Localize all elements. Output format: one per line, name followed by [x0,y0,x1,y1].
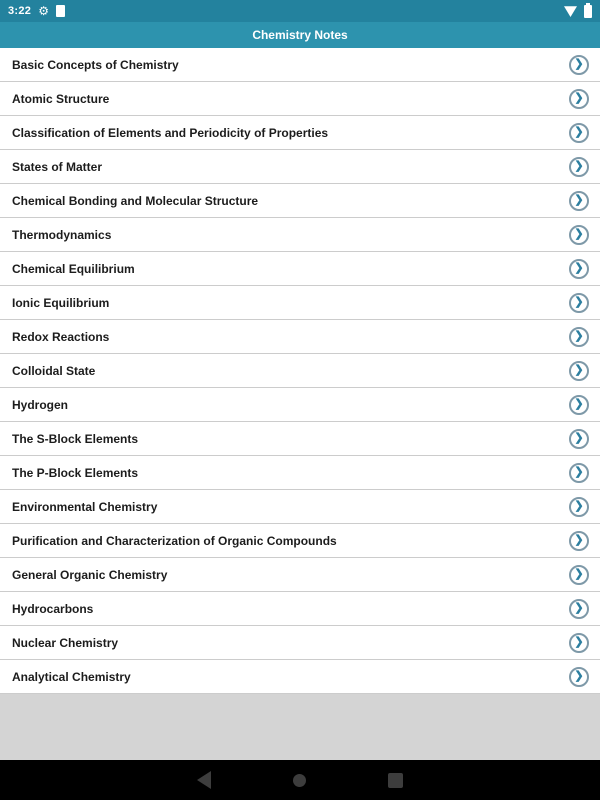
list-item[interactable] [0,218,600,252]
list-item-label: Chemical Equilibrium [12,261,135,276]
recents-button-icon[interactable] [388,773,403,788]
chevron-right-icon: ❯ [569,327,589,347]
list-item[interactable] [0,82,600,116]
chevron-right-icon: ❯ [569,157,589,177]
home-button-icon[interactable] [293,774,306,787]
list-item[interactable] [0,558,600,592]
notification-icon [56,5,65,17]
list-item-label: Environmental Chemistry [12,499,158,514]
chevron-right-icon: ❯ [569,497,589,517]
list-item[interactable] [0,150,600,184]
chevron-right-icon: ❯ [569,599,589,619]
gear-icon: ⚙ [38,4,49,18]
status-time: 3:22 [8,5,32,17]
chevron-right-icon: ❯ [569,395,589,415]
chevron-right-icon: ❯ [569,123,589,143]
list-item[interactable] [0,116,600,150]
list-item[interactable] [0,354,600,388]
chevron-right-icon: ❯ [569,55,589,75]
status-bar-right [564,5,592,18]
list-item-label: Analytical Chemistry [12,669,131,684]
list-item-label: Colloidal State [12,363,96,378]
chevron-right-icon: ❯ [569,361,589,381]
list-item[interactable] [0,184,600,218]
chevron-right-icon: ❯ [569,191,589,211]
chevron-right-icon: ❯ [569,89,589,109]
list-item[interactable] [0,48,600,82]
list-item[interactable] [0,490,600,524]
battery-icon [584,5,592,18]
chevron-right-icon: ❯ [569,225,589,245]
list-item[interactable] [0,252,600,286]
list-item[interactable] [0,524,600,558]
list-item[interactable] [0,660,600,694]
list-item-label: Purification and Characterization of Organic Compounds [12,533,337,548]
list-item-label: Ionic Equilibrium [12,295,110,310]
status-bar-left [8,5,65,17]
list-item-label: Atomic Structure [12,91,110,106]
list-item-label: The S-Block Elements [12,431,139,446]
list-item[interactable] [0,422,600,456]
list-item[interactable] [0,626,600,660]
list-item-label: General Organic Chemistry [12,567,168,582]
list-item-label: Hydrogen [12,397,69,412]
chevron-right-icon: ❯ [569,463,589,483]
list-item[interactable] [0,456,600,490]
list-item-label: Hydrocarbons [12,601,94,616]
list-item-label: Nuclear Chemistry [12,635,119,650]
back-button-icon[interactable] [197,771,211,789]
chevron-right-icon: ❯ [569,667,589,687]
list-item-label: Basic Concepts of Chemistry [12,57,179,72]
chevron-right-icon: ❯ [569,633,589,653]
page-title: Chemistry Notes [252,28,348,42]
chapter-list [0,48,600,694]
list-item[interactable] [0,320,600,354]
list-item-label: Redox Reactions [12,329,110,344]
chevron-right-icon: ❯ [569,531,589,551]
list-item-label: Chemical Bonding and Molecular Structure [12,193,259,208]
wifi-icon [564,5,577,17]
list-item[interactable] [0,592,600,626]
app-bar [0,22,600,48]
navigation-bar [0,760,600,800]
status-bar [0,0,600,22]
list-item-label: Thermodynamics [12,227,112,242]
list-item[interactable] [0,286,600,320]
list-item-label: The P-Block Elements [12,465,139,480]
list-item-label: Classification of Elements and Periodicity of Properties [12,125,329,140]
list-item[interactable] [0,388,600,422]
chevron-right-icon: ❯ [569,429,589,449]
list-end-filler [0,694,600,760]
chevron-right-icon: ❯ [569,565,589,585]
chevron-right-icon: ❯ [569,259,589,279]
chevron-right-icon: ❯ [569,293,589,313]
list-item-label: States of Matter [12,159,103,174]
